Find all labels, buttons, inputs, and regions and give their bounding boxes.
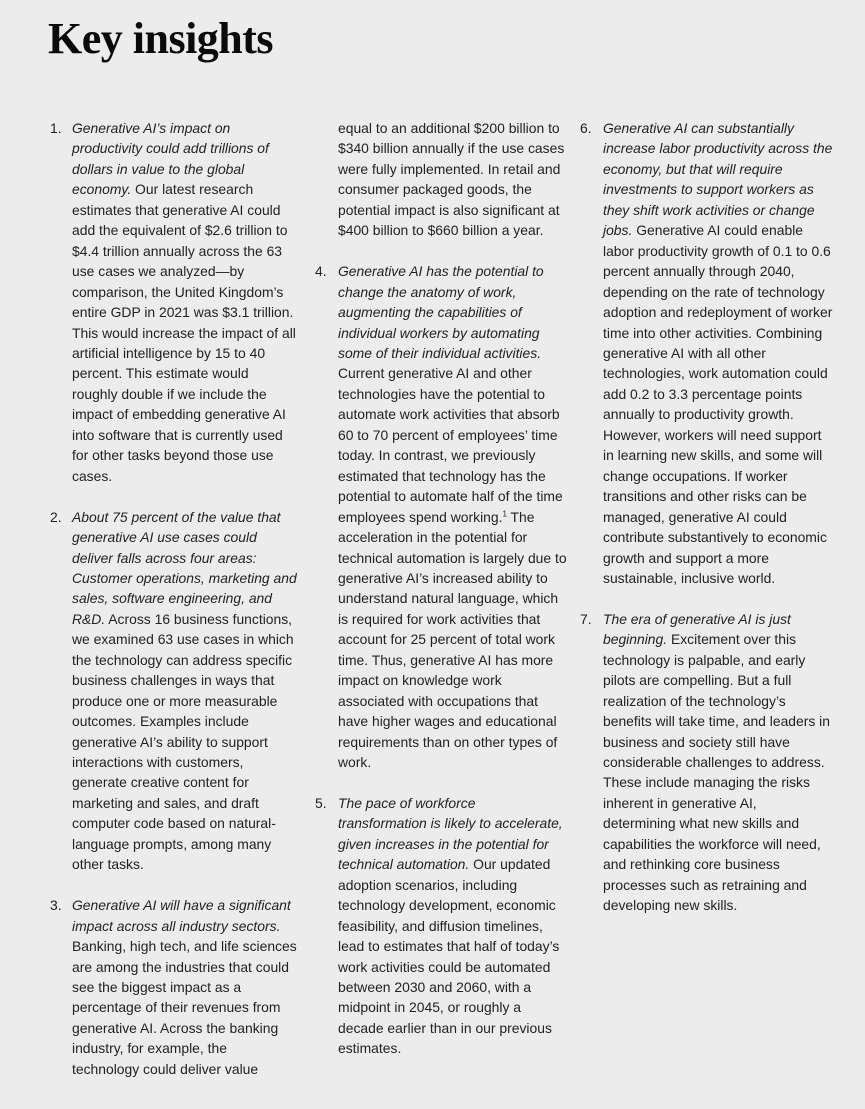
item-text: Our latest research estimates that generative AI could add the equivalent of $2.6 trillion to $4.4 trillion annually across the 63 use cases we analyzed—by comparison, the United Kingdom’s entire GDP in 2021 was $3.1 trillion. This would increase the impact of all artificial intelligence by 15 to 40 percent. This estimate would roughly double if we include the impact of embedding generative AI into software that is currently used for other tasks beyond those use cases. <box>72 181 296 484</box>
insight-item-1 <box>50 118 300 486</box>
page-title: Key insights <box>48 14 274 63</box>
footnote-marker: 1 <box>502 508 507 518</box>
item-lead: Generative AI’s impact on productivity could add trillions of dollars in value to the global economy. <box>72 120 269 198</box>
item-lead: The era of generative AI is just beginning. <box>603 610 791 648</box>
item-number: 3. <box>50 897 62 914</box>
insight-item-3 <box>50 895 300 1079</box>
item-lead: About 75 percent of the value that generative AI use cases could deliver falls across four areas: Customer operations, marketing and sales, software engineering, and R&D. <box>72 508 297 627</box>
item-lead: Generative AI has the potential to change the anatomy of work, augmenting the capabilities of individual workers by automating some of their individual activities. <box>338 263 544 361</box>
item-lead: The pace of workforce transformation is likely to accelerate, given increases in the potential for technical automation. <box>338 794 563 873</box>
insight-item-6 <box>580 118 835 588</box>
insight-item-4 <box>315 261 570 772</box>
column-1 <box>50 118 300 1079</box>
item-number: 4. <box>315 263 327 280</box>
item-text-after: The acceleration in the potential for technical automation is largely due to generative AI’s increased ability to understand natural language, which is required for work activities that account for 25 percent of total work time. Thus, generative AI has more impact on knowledge work associated with occupations that have higher wages and educational requirements than on other types of work. <box>338 508 567 771</box>
insight-item-7 <box>580 609 835 916</box>
item-text: Current generative AI and other technologies have the potential to automate work activities that absorb 60 to 70 percent of employees’ time today. In contrast, we previously estimated that technology has the potential to automate half of the time employees spend working. <box>338 365 563 525</box>
insight-item-5 <box>315 793 570 1059</box>
item-number: 1. <box>50 120 62 136</box>
item-number: 6. <box>580 120 592 136</box>
insight-item-2 <box>50 507 300 875</box>
item-number: 7. <box>580 610 592 627</box>
item-text: Excitement over this technology is palpable, and early pilots are compelling. But a full realization of the technology’s benefits will take time, and leaders in business and society still have considerable challenges to address. These include managing the risks inherent in generative AI, determining what new skills and capabilities the workforce will need, and rethinking core business processes such as retraining and developing new skills. <box>603 631 830 914</box>
item-text: Banking, high tech, and life sciences are among the industries that could see the biggest impact as a percentage of their revenues from generative AI. Across the banking industry, for example, the technology could deliver value <box>72 938 297 1077</box>
item-text: Our updated adoption scenarios, including technology development, economic feasibility, and diffusion timelines, lead to estimates that half of today’s work activities could be automated between 2030 and 2060, with a midpoint in 2045, or roughly a decade earlier than in our previous estimates. <box>338 856 560 1057</box>
column-3 <box>580 118 835 916</box>
item-number: 5. <box>315 794 327 811</box>
item-continuation: equal to an additional $200 billion to $340 billion annually if the use cases were fully implemented. In retail and consumer packaged goods, the potential impact is also significant at $400 billion to $660 billion a year. <box>338 120 565 239</box>
item-lead: Generative AI can substantially increase labor productivity across the economy, but that will require investments to support workers as they shift work activities or change jobs. <box>603 120 833 239</box>
item-lead: Generative AI will have a significant impact across all industry sectors. <box>72 897 291 934</box>
item-text: Generative AI could enable labor productivity growth of 0.1 to 0.6 percent annually through 2040, depending on the rate of technology adoption and redeployment of worker time into other activities. Combining generative AI with all other technologies, work automation could add 0.2 to 3.3 percentage points annually to productivity growth. However, workers will need support in learning new skills, and some will change occupations. If worker transitions and other risks can be managed, generative AI could contribute substantively to economic growth and support a more sustainable, inclusive world. <box>603 222 833 586</box>
item-number: 2. <box>50 508 62 525</box>
column-2 <box>315 118 570 1059</box>
insight-item-3-continued <box>315 118 570 241</box>
item-text: Across 16 business functions, we examined 63 use cases in which the technology can address specific business challenges in ways that produce one or more measurable outcomes. Examples include generative AI’s ability to support interactions with customers, generate creative content for marketing and sales, and draft computer code based on natural-language prompts, among many other tasks. <box>72 610 294 873</box>
